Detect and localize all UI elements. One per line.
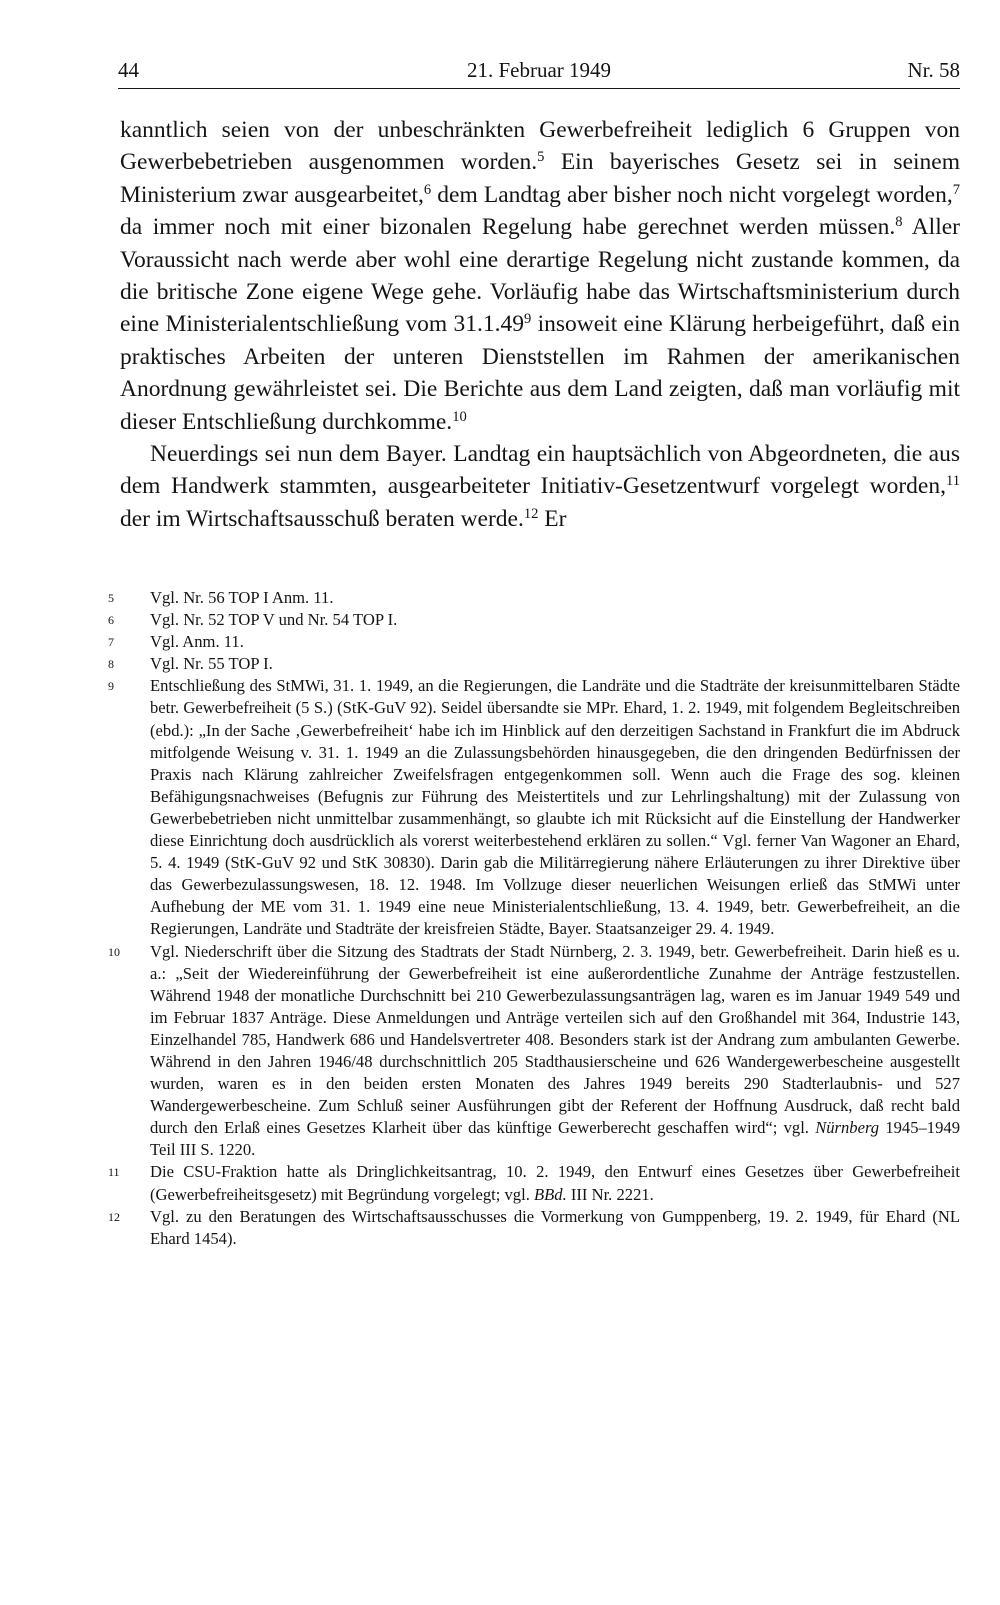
italic-title: Nürnberg xyxy=(815,1118,880,1138)
footnote-ref-12: 12 xyxy=(523,505,539,522)
text-run: Ein bayerisches Gesetz sei in seinem Ministerium zwar ausgearbeitet, xyxy=(120,149,960,208)
footnote-ref-8: 8 xyxy=(895,214,903,231)
text-run: der im Wirtschaftsausschuß beraten werde. xyxy=(120,505,524,532)
footnote-text: Vgl. Anm. 11. xyxy=(150,632,244,652)
text-run: insoweit eine Klärung herbeigeführt, daß ein praktisches Arbeiten der unteren Dienststellen im Rahmen der amerikanischen Anordnung gewährleistet sei. Die Berichte aus dem Land zeigten, daß man vorläufig mit dieser Entschließung durchkomme. xyxy=(120,311,960,435)
footnotes xyxy=(108,587,960,1250)
text-run: dem Landtag aber bisher noch nicht vorgelegt worden, xyxy=(431,181,953,208)
document-number: Nr. 58 xyxy=(907,58,960,82)
footnote-text: Vgl. Nr. 52 TOP V und Nr. 54 TOP I. xyxy=(150,610,398,630)
page-number: 44 xyxy=(118,58,139,82)
text-run: Er xyxy=(538,505,567,532)
running-header xyxy=(118,52,960,88)
footnote-text: Vgl. Nr. 55 TOP I. xyxy=(150,654,273,674)
footnote-ref-7: 7 xyxy=(952,181,960,198)
header-rule xyxy=(118,88,960,89)
footnote-11 xyxy=(108,1161,960,1205)
header-date: 21. Februar 1949 xyxy=(466,58,612,82)
footnote-text: Vgl. Niederschrift über die Sitzung des Stadtrats der Stadt Nürnberg, 2. 3. 1949, betr. Gewerbefreiheit. Darin hieß es u. a.: „Seit der Wiedereinführung der Gewerbefreiheit ist eine außerordentliche Zunahme der Anträge festzustellen. Während 1948 der monatliche Durchschnitt bei 210 Gewerbezulassungsanträgen lag, waren es im Januar 1949 549 und im Februar 1837 Anträge. Diese Anmeldungen und Anträge verteilen sich auf den Großhandel mit 364, Industrie 143, Einzelhandel 785, Handwerk 686 und Handelsvertreter 408. Besonders stark ist der Andrang zum ambulanten Gewerbe. Während in den Jahren 1946/48 durchschnittlich 205 Stadthausierscheine und 626 Wandergewerbescheine ausgestellt wurden, waren es in den beiden ersten Monaten des Jahres 1949 bereits 290 Stadterlaubnis- und 527 Wandergewerbescheine. Zum Schluß seiner Ausführungen gibt der Referent der Hoffnung Ausdruck, daß recht bald durch den Erlaß eines Gesetzes Klarheit über das künftige Gewerberecht geschaffen wird“; vgl. xyxy=(150,941,960,1138)
text-run: Aller Voraussicht nach werde aber wohl eine derartige Regelung nicht zustande kommen, da die britische Zone eigene Wege gehe. Vorläufig habe das Wirtschaftsministerium durch eine Ministerialentschließung vom 31.1.49 xyxy=(120,214,960,338)
footnote-number: 7 xyxy=(108,635,114,650)
footnote-7 xyxy=(108,631,960,653)
footnote-text: Die CSU-Fraktion hatte als Dringlichkeitsantrag, 10. 2. 1949, den Entwurf eines Gesetzes über Gewerbefreiheit (Gewerbefreiheitsgesetz) mit Begründung vorgelegt; vgl. xyxy=(150,1162,960,1204)
footnote-5 xyxy=(108,587,960,609)
main-text xyxy=(120,114,960,535)
text-run: Neuerdings sei nun dem Bayer. Landtag ein hauptsächlich von Abgeordneten, die aus dem Handwerk stammten, ausgearbeiteter Initiativ-Gesetzentwurf vorgelegt worden, xyxy=(120,441,960,500)
text-run: da immer noch mit einer bizonalen Regelung habe gerechnet werden müssen. xyxy=(120,214,896,241)
footnote-number: 8 xyxy=(108,657,114,672)
footnote-ref-10: 10 xyxy=(452,408,467,425)
footnote-9 xyxy=(108,675,960,940)
footnote-number: 10 xyxy=(108,944,120,959)
footnote-text: III Nr. 2221. xyxy=(566,1184,654,1204)
footnote-number: 11 xyxy=(108,1165,120,1180)
footnote-ref-11: 11 xyxy=(945,473,960,490)
footnote-8 xyxy=(108,653,960,675)
footnote-number: 9 xyxy=(108,679,114,694)
footnote-12 xyxy=(108,1206,960,1250)
footnote-number: 12 xyxy=(108,1209,120,1224)
footnote-text: Entschließung des StMWi, 31. 1. 1949, an die Regierungen, die Landräte und die Stadträte der kreisunmittelbaren Städte betr. Gewerbefreiheit (5 S.) (StK-GuV 92). Seidel übersandte sie MPr. Ehard, 1. 2. 1949, mit folgendem Begleitschreiben (ebd.): „In der Sache ‚Gewerbefreiheit‘ habe ich im Hinblick auf den derzeitigen Sachstand in Frankfurt die im Abdruck mitfolgende Weisung v. 31. 1. 1949 an die Zulassungsbehörden hinausgegeben, die den dringenden Bedürfnissen der Praxis nach Klärung zahlreicher Zweifelsfragen entgegenkommen soll. Wenn auch die Frage des sog. kleinen Befähigungsnachweises (Befugnis zur Führung des Meistertitels und zur Lehrlingshaltung) mit der Zulassung von Gewerbebetrieben nicht unmittelbar zusammenhängt, so glaubte ich mit Rücksicht auf die Einstellung der Handwerker diese Einrichtung doch ausdrücklich als vorerst weiterbestehend erklären zu sollen.“ Vgl. ferner Van Wagoner an Ehard, 5. 4. 1949 (StK-GuV 92 und StK 30830). Darin gab die Militärregierung nähere Erläuterungen zu ihrer Direktive über das Gewerbezulassungswesen, 18. 12. 1948. Im Vollzuge dieser neuerlichen Weisungen erließ das StMWi unter Aufhebung der ME vom 31. 1. 1949 eine neue Ministerialentschließung, 13. 4. 1949, betr. Gewerbefreiheit, an die Regierungen, Landräte und Stadträte der kreisfreien Städte, Bayer. Staatsanzeiger 29. 4. 1949. xyxy=(150,676,960,939)
footnote-number: 5 xyxy=(108,591,114,605)
footnote-6 xyxy=(108,609,960,631)
footnote-text: Vgl. zu den Beratungen des Wirtschaftsausschusses die Vormerkung von Gumppenberg, 19. 2. 1949, für Ehard (NL Ehard 1454). xyxy=(150,1206,960,1248)
footnote-text: 1945–1949 Teil III S. 1220. xyxy=(150,1118,960,1160)
footnote-10 xyxy=(108,941,960,1162)
italic-title: BBd. xyxy=(534,1184,567,1204)
footnote-ref-9: 9 xyxy=(524,311,532,328)
paragraph-2 xyxy=(120,438,960,535)
footnote-ref-6: 6 xyxy=(423,181,432,198)
footnote-text: Vgl. Nr. 56 TOP I Anm. 11. xyxy=(150,588,334,607)
footnote-ref-5: 5 xyxy=(537,149,545,166)
text-run: kanntlich seien von der unbeschränkten Gewerbefreiheit lediglich 6 Gruppen von Gewerbebetrieben ausgenommen worden. xyxy=(120,117,960,176)
footnote-number: 6 xyxy=(108,613,114,628)
paragraph-1 xyxy=(120,114,960,438)
